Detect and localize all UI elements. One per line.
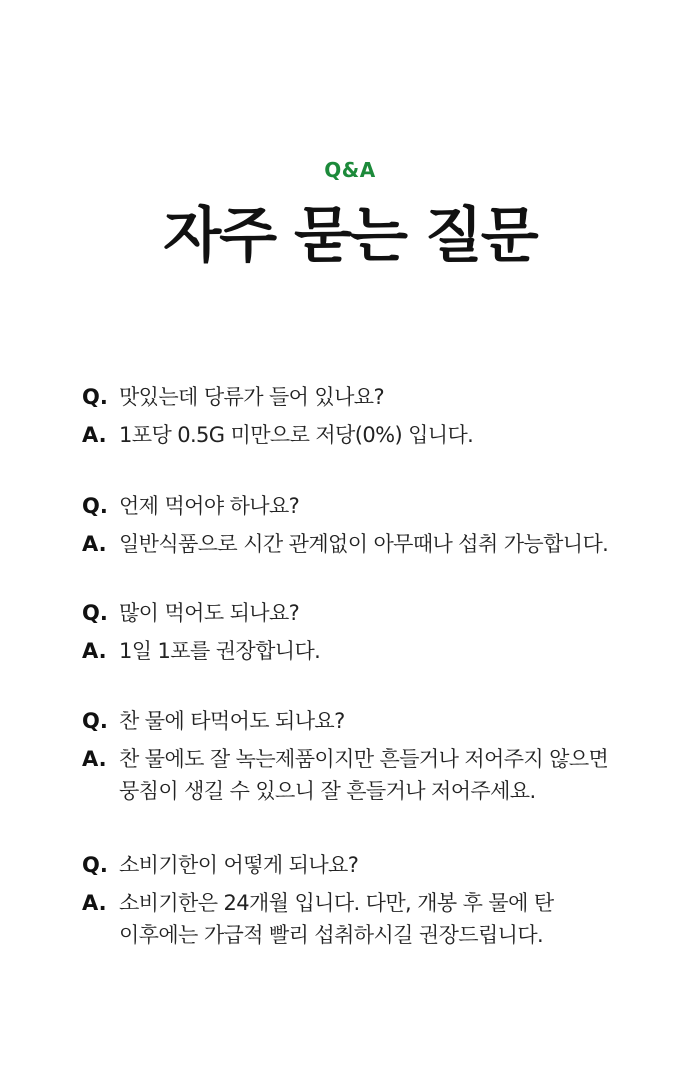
answer-line: 소비기한은 24개월 입니다. 다만, 개봉 후 물에 탄 [119,891,554,915]
faq-answer [82,887,642,951]
question-marker: Q. [82,853,108,877]
faq-question [82,705,642,737]
answer-text [119,528,642,560]
faq-item [82,705,642,807]
faq-item [82,490,642,560]
answer-text [119,887,642,951]
faq-item [82,597,642,667]
answer-line: 일반식품으로 시간 관계없이 아무때나 섭취 가능합니다. [119,532,609,556]
faq-question [82,597,642,629]
question-text: 언제 먹어야 하나요? [119,494,300,518]
faq-answer [82,528,642,560]
question-text: 맛있는데 당류가 들어 있나요? [119,385,385,409]
answer-text [119,419,642,451]
faq-question [82,490,642,522]
faq-answer [82,743,642,807]
answer-marker: A. [82,747,107,771]
section-eyebrow: Q&A [324,158,376,182]
answer-line: 1일 1포를 권장합니다. [119,639,321,663]
answer-marker: A. [82,891,107,915]
answer-marker: A. [82,532,107,556]
question-marker: Q. [82,709,108,733]
answer-text [119,635,642,667]
faq-answer [82,635,642,667]
answer-line: 찬 물에도 잘 녹는제품이지만 흔들거나 저어주지 않으면 [119,747,609,771]
answer-marker: A. [82,423,107,447]
question-text: 찬 물에 타먹어도 되나요? [119,709,345,733]
answer-text [119,743,642,807]
faq-question [82,849,642,881]
answer-line: 뭉침이 생길 수 있으니 잘 흔들거나 저어주세요. [119,779,536,803]
question-text: 소비기한이 어떻게 되나요? [119,853,359,877]
question-marker: Q. [82,494,108,518]
question-text: 많이 먹어도 되나요? [119,601,300,625]
answer-marker: A. [82,639,107,663]
answer-line: 1포당 0.5G 미만으로 저당(0%) 입니다. [119,423,474,447]
faq-answer [82,419,642,451]
question-marker: Q. [82,601,108,625]
faq-item [82,381,642,451]
faq-item [82,849,642,951]
question-marker: Q. [82,385,108,409]
page-title: 자주 묻는 질문 [163,201,537,271]
answer-line: 이후에는 가급적 빨리 섭취하시길 권장드립니다. [119,923,544,947]
faq-question [82,381,642,413]
